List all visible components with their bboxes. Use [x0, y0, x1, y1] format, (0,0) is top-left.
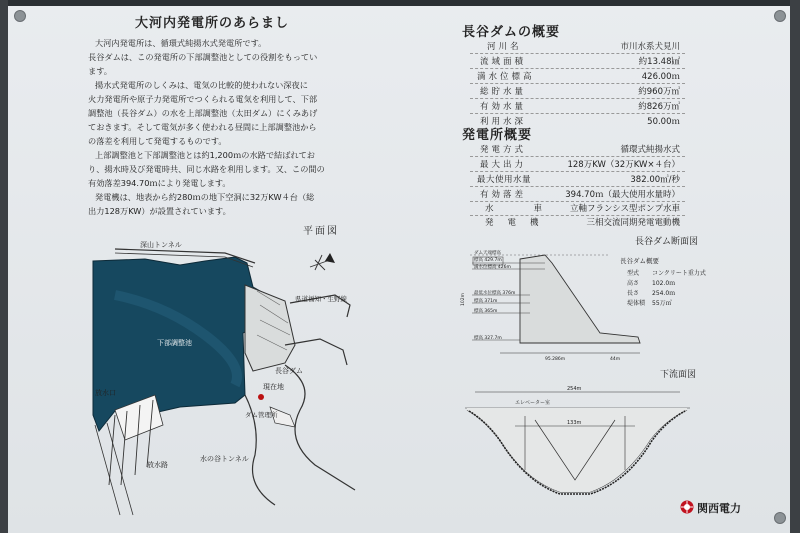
- plant-row-label: 有効落差: [480, 190, 527, 200]
- intro-line: 出力128万KW）が設置されています。: [88, 206, 231, 216]
- label-dam: 長谷ダム: [275, 367, 303, 375]
- dam-row-value: 約826万㎥: [638, 102, 680, 112]
- intro-line: 大河内発電所は、循環式純揚水式発電所です。: [95, 38, 267, 48]
- intro-line: 揚水式発電所のしくみは、電気の比較的使われない深夜に: [95, 80, 308, 90]
- summary-label: 堤体積: [627, 300, 646, 307]
- row-divider: [470, 171, 685, 172]
- summary-label: 型式: [627, 270, 640, 277]
- intro-title: 大河内発電所のあらまし: [135, 16, 290, 31]
- dim-label: 254m: [567, 386, 582, 392]
- screw-icon: [774, 512, 786, 524]
- level-label: 標高 429.7m: [474, 258, 502, 263]
- dim-label: 95.286m: [545, 357, 566, 362]
- summary-label: 高さ: [627, 280, 640, 287]
- downstream-title: 下流面図: [660, 370, 697, 380]
- board-frame-right: [790, 0, 800, 533]
- screw-icon: [774, 10, 786, 22]
- row-divider: [470, 156, 685, 157]
- level-label: 満水位標高 426m: [474, 265, 511, 270]
- dim-label: 102m: [461, 293, 466, 306]
- plant-title: 発電所概要: [462, 128, 533, 143]
- dam-title: 長谷ダムの概要: [462, 25, 561, 40]
- level-label: ダム天端標高: [474, 251, 501, 256]
- dam-row-value: 約13.48㎢: [638, 57, 680, 67]
- plant-row-value: 128万KW（32万KW×４台）: [567, 160, 680, 170]
- summary-value: 102.0ｍ: [652, 280, 676, 287]
- dam-row-value: 50.00ｍ: [647, 117, 680, 127]
- row-divider: [470, 68, 685, 69]
- plant-row-value: 382.00㎥/秒: [630, 175, 680, 185]
- dam-row-label: 有効水量: [480, 102, 527, 112]
- elevator-label: エレベーター室: [515, 400, 551, 406]
- level-label: 標高 371m: [474, 299, 498, 304]
- section-title: 長谷ダム断面図: [635, 237, 699, 247]
- plan-title: 平面図: [303, 226, 339, 237]
- intro-line: 調整池（長谷ダム）の水を上部調整池（太田ダム）にくみあげ: [88, 108, 318, 118]
- plant-row-label: 発電方式: [480, 145, 527, 155]
- row-divider: [470, 53, 685, 54]
- intro-line: の落差を利用して発電するものです。: [88, 136, 227, 146]
- screw-icon: [14, 10, 26, 22]
- plant-row-label: 最大使用水量: [477, 175, 532, 185]
- plant-row-label: 発電機: [485, 218, 553, 228]
- label-here: 現在地: [263, 383, 284, 391]
- intro-line: 長谷ダムは、この発電所の下部調整池としての役割をもってい: [88, 52, 318, 62]
- label-tunnel-bottom: 水の谷トンネル: [200, 455, 249, 463]
- board-frame-left: [0, 0, 8, 533]
- plant-row-value: 立軸フランシス型ポンプ水車: [569, 204, 680, 214]
- kansai-electric-logo-icon: [680, 500, 694, 514]
- intro-line: 発電機は、地表から約280ｍの地下空洞に32万KW４台（総: [95, 192, 315, 202]
- dim-label: 133m: [567, 420, 582, 426]
- label-outlet: 放水口: [95, 389, 116, 397]
- summary-label: 長さ: [627, 290, 640, 297]
- intro-line: り、揚水時及び発電時共、同じ水路を利用します。又、この間の: [88, 164, 325, 174]
- label-channel: 放水路: [147, 461, 168, 469]
- plant-row-label: 最大出力: [480, 160, 527, 170]
- summary-value: 254.0ｍ: [652, 290, 676, 297]
- summary-title: 長谷ダム概要: [620, 257, 659, 265]
- dam-row-label: 満水位標高: [477, 72, 535, 82]
- intro-line: 有効落差394.70ｍにより発電します。: [88, 178, 231, 188]
- dam-row-label: 河川名: [487, 42, 522, 52]
- label-office: ダム管理所: [245, 411, 278, 419]
- intro-line: 火力発電所や原子力発電所でつくられる電気を利用して、下部: [88, 94, 318, 104]
- row-divider: [470, 98, 685, 99]
- dam-row-value: 市川水系犬見川: [620, 42, 680, 52]
- dam-row-label: 利用水深: [480, 117, 527, 127]
- dam-row-label: 総貯水量: [480, 87, 527, 97]
- brand-name: 関西電力: [697, 502, 741, 515]
- plant-row-value: 三相交流同期発電電動機: [586, 218, 680, 228]
- plant-row-value: 394.70ｍ（最大使用水量時）: [565, 190, 680, 200]
- row-divider: [470, 113, 685, 114]
- level-label: 標高 327.7m: [474, 336, 502, 341]
- plan-map: [85, 235, 375, 520]
- dim-label: 44m: [610, 357, 621, 362]
- downstream-view: [455, 380, 700, 505]
- dam-row-label: 流域面積: [480, 57, 527, 67]
- level-label: 標高 365m: [474, 309, 498, 314]
- level-label: 最低水位標高 376m: [474, 291, 516, 296]
- summary-value: コンクリート重力式: [652, 270, 706, 277]
- intro-line: ます。: [88, 66, 112, 76]
- summary-value: 55万㎥: [652, 300, 672, 307]
- label-road: 県道福知・生野線: [295, 295, 347, 303]
- plant-row-label: 水車: [485, 204, 583, 214]
- label-reservoir: 下部調整池: [157, 339, 192, 347]
- intro-line: ておきます。そして電気が多く使われる昼間に上部調整池から: [88, 122, 317, 132]
- plant-row-value: 循環式純揚水式: [620, 145, 680, 155]
- intro-line: 上部調整池と下部調整池とは約1,200ｍの水路で結ばれてお: [95, 150, 315, 160]
- dam-row-value: 426.00ｍ: [641, 72, 680, 82]
- label-tunnel-top: 深山トンネル: [140, 241, 182, 249]
- row-divider: [470, 186, 685, 187]
- board-frame-top: [0, 0, 800, 6]
- dam-row-value: 約960万㎥: [638, 87, 680, 97]
- row-divider: [470, 83, 685, 84]
